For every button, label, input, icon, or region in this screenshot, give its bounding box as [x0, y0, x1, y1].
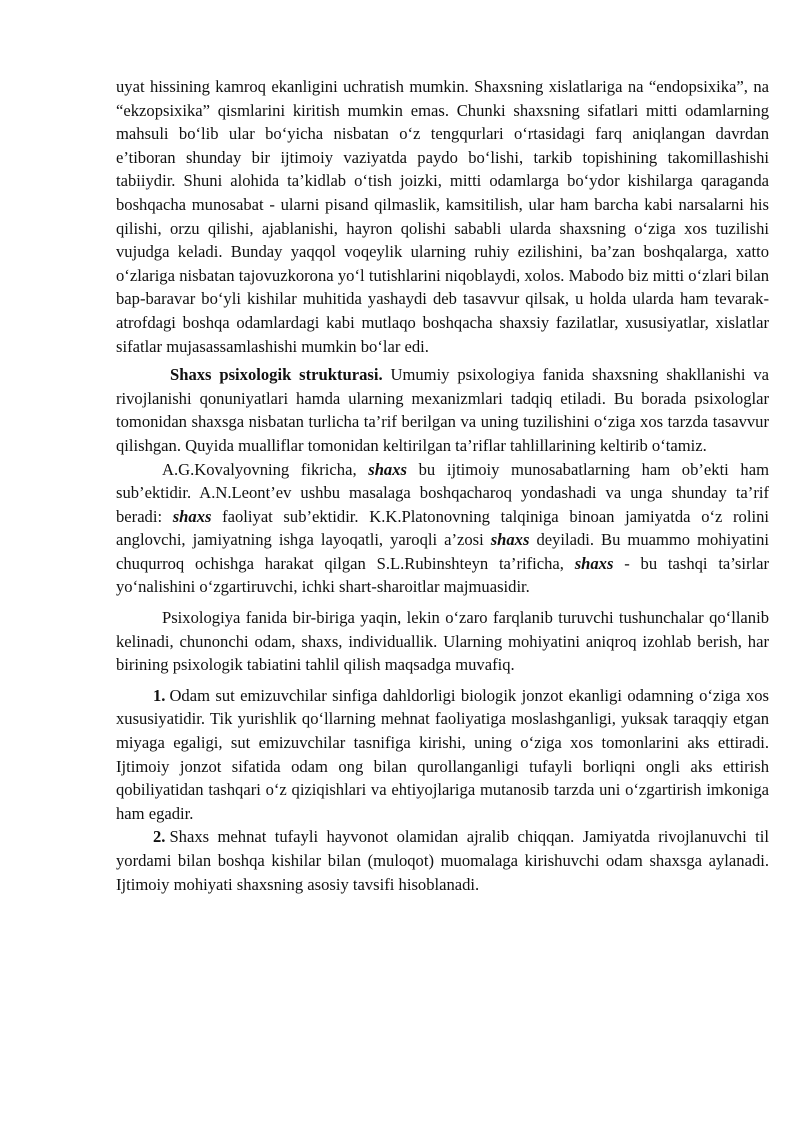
document-page — [116, 75, 769, 896]
list-item — [116, 825, 769, 896]
list-item — [116, 684, 769, 826]
list-item-text: Odam sut emizuvchilar sinfiga dahldorligi biologik jonzot ekanligi odamning o‘ziga xos xususiyatidir. Tik yurishlik qo‘llarning mehnat faoliyatiga moslashganligi, yuksak taraqqiy etgan miyaga egaligi, sut emizuvchilar tasnifiga kirishi, uning o‘ziga xos tomonlarini aks ettiradi. Ijtimoiy jonzot sifatida odam ong bilan qurollanganligi tufayli borliqni ongli aks ettirish qobiliyatidan tashqari o‘z qiziqishlari va ehtiyojlariga mutanosib tarzda uni o‘zgartirish imkoniga ham egadir. — [116, 685, 769, 823]
list-item-number: 1. — [153, 685, 166, 705]
term-shaxs-3: shaxs — [490, 530, 530, 550]
intro-paragraph: uyat hissining kamroq ekanligini uchratish mumkin. Shaxsning xislatlariga na “endopsixika”, na “ekzopsixika” qismlarini kiritish mumkin emas. Chunki shaxsning sifatlari mitti odamlarning mahsuli bo‘lib ular bo‘yicha nisbatan o‘z tengqurlari o‘rtasidagi farq aniqlangan davrdan e’tiboran shunday bir ijtimoiy vaziyatda paydo bo‘lishi, tarkib topishining takomillashishi tabiiydir. Shuni alohida ta’kidlab o‘tish joizki, mitti odamlarga bo‘ydor kishilarga qaraganda boshqacha munosabat - ularni pisand qilmaslik, kamsitilish, ular ham barcha kabi narsalarni his qilishi, orzu qilishi, ajablanishi, hayron qolishi sababli ularda shaxsning o‘ziga xos tuzilishi vujudga keladi. Bunday yaqqol voqeylik ularning ruhiy ezilishini, ba’zan boshqalarga, xatto o‘zlariga nisbatan tajovuzkorona yo‘l tutishlarini niqoblaydi, xolos. Mabodo biz mitti o‘zlari bilan bap-baravar bo‘yli kishilar muhitida yashaydi deb tasavvur qilsak, u holda ularda ham tevarak-atrofdagi boshqa odamlardagi kabi mutlaqo boshqacha shaxsiy fazilatlar, xususiyatlar, xislatlar sifatlar mujasassamlashishi mumkin bo‘lar edi. — [116, 77, 769, 356]
definition-text-3: faoliyat sub’ektidir. K.K.Platonovning talqiniga binoan jamiyatda o‘z rolini anglovchi, jamiyatning ishga layoqatli, yaroqli a’zosi — [116, 506, 769, 550]
term-shaxs-2: shaxs — [172, 506, 212, 526]
definition-text-4: deyiladi. Bu muammo mohiyatini chuqurroq ochishga harakat qilgan S.L.Rubinshteyn ta’rificha, — [116, 530, 769, 573]
definition-text-5: - bu tashqi ta’sirlar yo‘nalishini o‘zgartiruvchi, ichki shart-sharoitlar majmuasidir. — [116, 553, 769, 597]
structure-paragraph — [116, 363, 769, 457]
definitions-paragraph — [116, 458, 769, 600]
term-shaxs-4: shaxs — [574, 553, 614, 573]
list-item-number: 2. — [153, 827, 166, 847]
list-item-text: Shaxs mehnat tufayli hayvonot olamidan ajralib chiqqan. Jamiyatda rivojlanuvchi til yordami bilan boshqa kishilar bilan (muloqot) muomalaga kirishuvchi odam shaxsga aylanadi. Ijtimoiy mohiyati shaxsning asosiy tavsifi hisoblanadi. — [116, 827, 769, 894]
term-shaxs-1: shaxs — [368, 459, 407, 479]
structure-text: Umumiy psixologiya fanida shaxsning shakllanishi va rivojlanishi qonuniyatlari hamda ularning mexanizmlari tadqiq etiladi. Bu borada psixologlar tomonidan shaxsga nisbatan turlicha ta’rif berilgan va uning tuzilishini o‘ziga xos tarzda tasavvur qilishgan. Quyida mualliflar tomonidan keltirilgan ta’riflar tahlillarining keltirib o‘tamiz. — [116, 365, 769, 455]
concepts-paragraph: Psixologiya fanida bir-biriga yaqin, lekin o‘zaro farqlanib turuvchi tushunchalar qo‘llanib kelinadi, chunonchi odam, shaxs, individuallik. Ularning mohiyatini aniqroq izohlab berish, har birining psixologik tabiatini tahlil qilish maqsadga muvafiq. — [116, 608, 769, 675]
section-heading: Shaxs psixologik strukturasi. — [170, 365, 383, 385]
definition-text-1: A.G.Kovalyovning fikricha, — [162, 459, 369, 479]
definition-text-2: bu ijtimoiy munosabatlarning ham ob’ekti ham sub’ektidir. A.N.Leont’ev ushbu masalaga boshqacharoq yondashadi va unga shunday ta’rif beradi: — [116, 459, 769, 526]
